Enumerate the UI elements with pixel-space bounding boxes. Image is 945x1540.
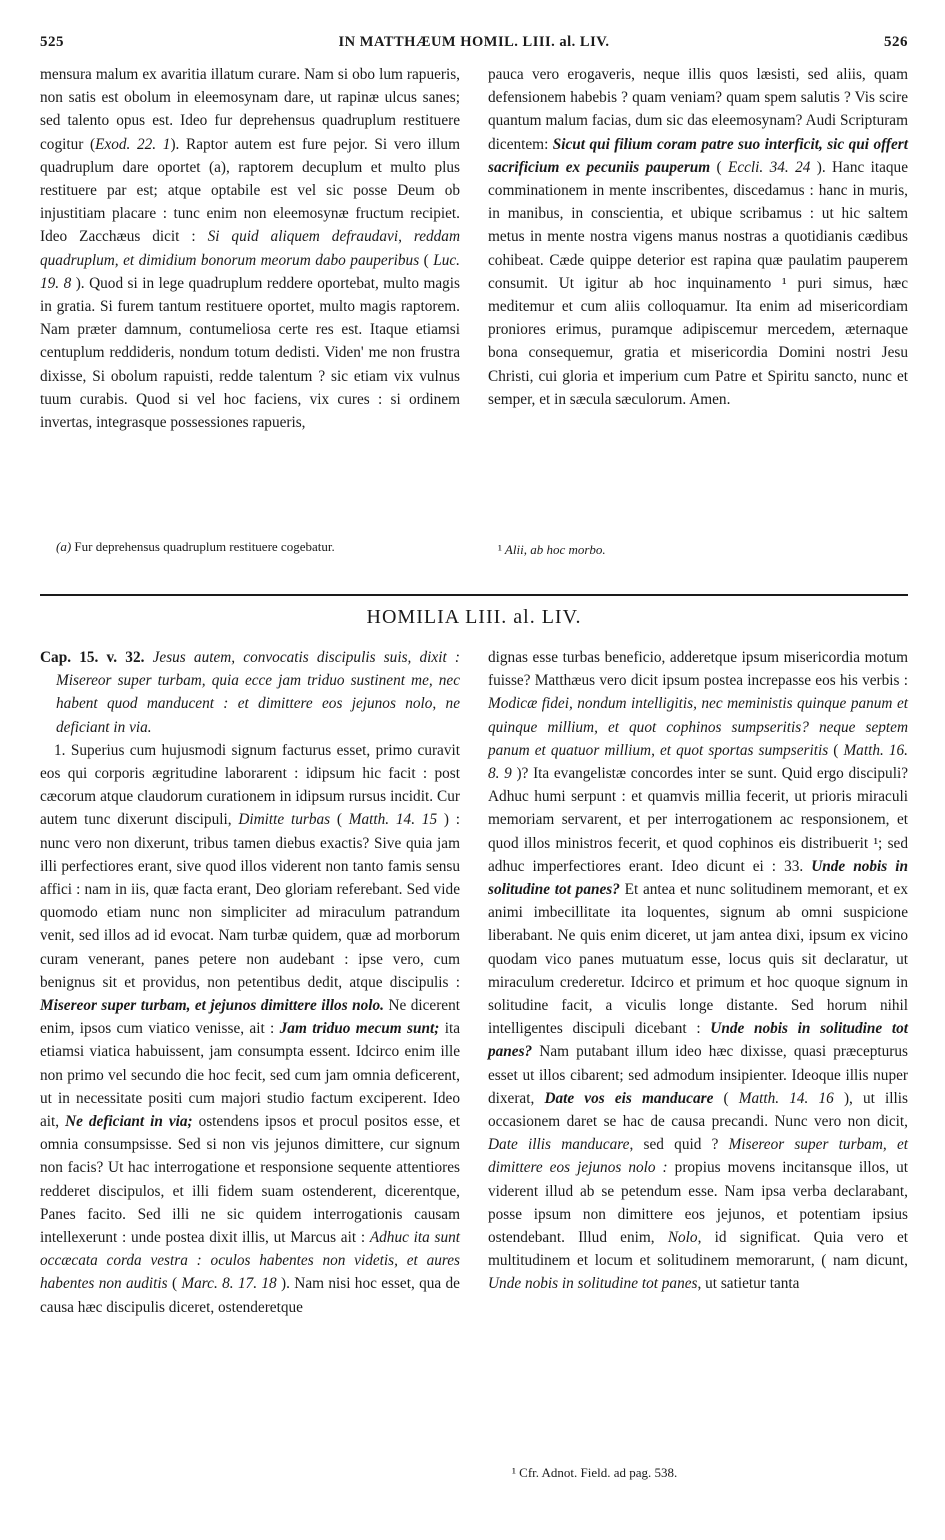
text-run: ), ut illis occasionem daret se hac de causa precandi. Nunc vero non dicit, bbox=[488, 1089, 908, 1131]
scripture-quote: Unde nobis in solitudine tot panes? bbox=[488, 1020, 908, 1061]
text-run: ). Quod si in lege quadruplum reddere oportebat, multo magis in gratia. Si furem tantum restituere oportet, multo magis raptorem. Nam præter damnum, contumeliosa certe res est. Itaque etiamsi centuplum reddideris, nondum totum dedisti. Viden' me non frustra dixisse, Si obolum rapuisti, redde talentum ? sic etiam vix vulnus tuum curabis. Quod si vel hoc faciens, vix cures : si ordinem invertas, integrasque possessiones rapueris, bbox=[40, 274, 461, 432]
text-run: Et antea et nunc solitudinem memorant, et ex animi imbecillitate ita loquentes, signum ab omni suspicione liberabant. Ne quis enim diceret, ut jam antea dixi, ipsum ex vicino quodam vico panes mutuatum esse, locus quis sit declaratur, ut miraculum crederetur. Idcirco et primum et hoc quoque signum in solitudine facit, a viculis longe distante. Sed horum nihil intelligentes discipuli dicebant : bbox=[488, 881, 908, 1038]
scripture-quote: Ne deficiant in via; bbox=[65, 1113, 193, 1131]
paragraph bbox=[40, 739, 460, 1319]
running-title: IN MATTHÆUM HOMIL. LIII. al. LIV. bbox=[338, 34, 610, 50]
bottom-left-column bbox=[40, 646, 460, 1319]
text-run: , sed quid ? bbox=[629, 1136, 729, 1154]
text-run: ( bbox=[713, 1089, 739, 1107]
text-run: ( bbox=[167, 1275, 182, 1293]
scripture-reference: Exod. 22. 1 bbox=[95, 135, 171, 153]
footnote-mark: ¹ bbox=[498, 542, 502, 557]
chapter-label: Cap. 15. v. 32. bbox=[40, 649, 153, 666]
footnote-text: Alii, ab hoc morbo. bbox=[501, 542, 606, 557]
text-run: ( bbox=[828, 741, 844, 759]
scripture-quote: Misereor super turbam, et dimittere eos jejunos nolo : bbox=[488, 1136, 908, 1177]
text-run: Ne dicerent enim, ipsos cum viatico venisse, ait : bbox=[40, 997, 460, 1038]
scripture-reference: Luc. 19. 8 bbox=[40, 251, 460, 292]
scripture-quote: Jam triduo mecum sunt; bbox=[279, 1020, 440, 1038]
homily-title: HOMILIA LIII. al. LIV. bbox=[366, 606, 582, 628]
scripture-quote: Sicut qui filium coram patre suo interficit, sic qui offert sacrificium ex pecuniis pauperum bbox=[488, 135, 909, 176]
scripture-reference: Matth. 14. 15 bbox=[348, 811, 438, 829]
text-run: )? Ita evangelistæ concordes inter se sunt. Quid ergo discipuli? Adhuc humi serpunt : et quamvis millia fecerit, ut prioris miraculi memoriam servarent, et per interrogationem ac responsionem, et quod illos ministros fecerit, et quod cophinos eis distribuerit ¹; sed adhuc imperfectiores erant. Ideo dicunt ei : 33. bbox=[488, 765, 908, 875]
chapter-heading bbox=[40, 646, 460, 739]
text-run: ) : nunc vero non dixerunt, tribus tamen diebus exactis? Sive quia jam illi perfectiores erant, sive quod illos viderent non tanto famis sensu affici : nam in iis, quæ facta erant, Deo gloriam referebant. Sed vide quomodo etiam nunc non simpliciter ad miraculum patrandum venit, sed illos ad id evocat. Nam turbæ quidem, quæ ad morborum curam venerant, panes petere non audebant : ipse vero, cum benignus sit et providus, non petentibus dedit, atque discipulis : bbox=[40, 811, 460, 991]
scripture-quote: Unde nobis in solitudine tot panes bbox=[488, 1275, 698, 1293]
paragraph bbox=[488, 646, 908, 1296]
text-run: ita etiamsi viatica habuissent, jam consumpta essent. Idcirco enim ille non primo vel secundo die hoc fecit, sed cum jam omnia deficerent, ut in necessitate positi cum majori studio factum exciperent. Ideo ait, bbox=[40, 1020, 460, 1131]
scripture-quote: Adhuc ita sunt occæcata corda vestra : oculos habentes non videtis, et aures habentes non auditis bbox=[40, 1229, 460, 1293]
scripture-quote: Unde nobis in solitudine tot panes? bbox=[488, 857, 908, 899]
text-run: ). Raptor autem est fure pejor. Si vero illum quadruplum dare oportet (a), raptorem decuplum et multo plus restituere par est; atque optabile est vel sic posse Deum ob injustitiam placare : tunc enim non eleemosynæ fructum recipiet. Ideo Zacchæus dicit : bbox=[40, 135, 460, 246]
scripture-quote: Date vos eis manducare bbox=[544, 1089, 714, 1107]
footnote-mark: (a) bbox=[56, 539, 72, 554]
paragraph bbox=[40, 63, 460, 434]
scripture-reference: Eccli. 34. 24 bbox=[728, 158, 811, 176]
text-run: mensura malum ex avaritia illatum curare. Nam si obo lum rapueris, non satis est obolum in eleemosynam dare, ut rapinæ ulcus sanes; sed talento opus est. Ideo fur deprehensus quadruplum restituere cogitur ( bbox=[40, 66, 460, 153]
scripture-reference: Matth. 16. 8. 9 bbox=[488, 741, 908, 783]
text-run: ( bbox=[419, 251, 434, 269]
text-run: ostendens ipsos et procul positos esse, et omnia consumpsisse. Sed si non vis jejunos dimittere, cur signum non facis? Ut hac interrogatione et responsione sequente attentiores redderet discipulos, et illi fidem suam ostenderent, dicerentque, Panes facito. Sed illi ne sic quidem interrogationis causam intellexerunt : unde postea dixit illis, ut Marcus ait : bbox=[40, 1113, 460, 1247]
text-run: 1. Superius cum hujusmodi signum facturus esset, primo curavit eos qui corporis ægritudine laborarent : idipsum hic facit : post cæcorum atque claudorum curationem in idipsum rursus incidit. Cur autem tunc dixerunt discipuli, bbox=[40, 741, 460, 829]
running-header bbox=[40, 34, 908, 60]
text-run: Nam putabant illum ideo hæc dixisse, quasi præcepturus esset ut illos cibarent; sed admodum insipienter. Ideoque illis nuper dixerat, bbox=[488, 1043, 908, 1107]
text-run: dignas esse turbas beneficio, adderetque ipsum misericordia motum fuisse? Matthæus vero dicit ipsum postea increpasse eos his verbis : bbox=[488, 649, 908, 690]
footnote-right bbox=[498, 541, 898, 559]
footnote-text: Fur deprehensus quadruplum restituere cogebatur. bbox=[71, 539, 335, 554]
scripture-quote: Si quid aliquem defraudavi, reddam quadruplum, et dimidium bonorum meorum dabo pauperibus bbox=[40, 228, 460, 269]
footnote-left bbox=[56, 538, 466, 556]
top-left-column bbox=[40, 63, 460, 434]
scripture-reference: Matth. 14. 16 bbox=[738, 1089, 834, 1107]
page-number-right: 526 bbox=[884, 34, 908, 50]
footnote-bottom-right: ¹ Cfr. Adnot. Field. ad pag. 538. bbox=[512, 1465, 678, 1480]
scripture-quote: Nolo bbox=[667, 1229, 698, 1247]
scripture-quote: Misereor super turbam, et jejunos dimittere illos nolo. bbox=[40, 997, 384, 1015]
bottom-right-column bbox=[488, 646, 908, 1296]
text-run: , ut satietur tanta bbox=[697, 1275, 800, 1293]
text-run: ). Hanc itaque comminationem in mente inscribentes, discedamus : hanc in muris, in manibus, in conscientia, et ubique scribamus : ut hic saltem metus in mente nostra vigens manus nostras a quotidianis cædibus cohibeat. Cæde quippe deterior est rapina quæ paulatim pauperem consumit. Ut igitur ab hoc inquinamento ¹ puri simus, hæc meditemur et cum aliis colloquamur. Ita enim ad misericordiam proniores erimus, puramque adipiscemur mercedem, æternaque bona consequemur, gratia et misericordia Domini nostri Jesu Christi, cui gloria et imperium cum Patre et Spiritu sancto, nunc et semper, et in sæcula sæculorum. Amen. bbox=[488, 158, 909, 408]
scripture-reference: Marc. 8. 17. 18 bbox=[181, 1275, 277, 1293]
text-run: propius movens incitansque illos, ut viderent illud ab se petendum esse. Nam ipsa verba declarabant, posse ipsum non dimittere eos jejunos, et potentiam ipsius ostendebant. Illud enim, bbox=[488, 1159, 908, 1247]
chapter-quote: Jesus autem, convocatis discipulis suis, dixit : Misereor super turbam, quia ecce jam triduo sustinent me, nec habent quod manducent : et dimittere eos jejunos nolo, ne deficiant in via. bbox=[56, 649, 460, 736]
text-run: ). Nam nisi hoc esset, qua de causa hæc discipulis diceret, ostenderetque bbox=[40, 1275, 460, 1316]
page-number-left: 525 bbox=[40, 34, 64, 50]
text-run: ( bbox=[710, 158, 728, 176]
scripture-quote: Date illis manducare bbox=[488, 1136, 630, 1154]
section-divider bbox=[40, 594, 908, 596]
scripture-quote: Dimitte turbas bbox=[238, 811, 331, 829]
paragraph bbox=[488, 63, 908, 411]
text-run: pauca vero erogaveris, neque illis quos læsisti, sed aliis, quam defensionem habebis ? quam veniam? quam spem salutis ? Vis scire quantum malum facias, dum sic das eleemosynam? Audi Scripturam dicentem: bbox=[488, 66, 908, 153]
text-run: , id significat. Quia vero et multitudinem et locum et solitudinem memorarunt, ( nam dicunt, bbox=[488, 1229, 909, 1270]
top-right-column bbox=[488, 63, 908, 411]
text-run: ( bbox=[330, 811, 349, 829]
scripture-quote: Modicæ fidei, nondum intelligitis, nec meministis quinque panum et quinque millium, et quot cophinos sumpseritis? neque septem panum et quatuor millium, et quot sportas sumpseritis bbox=[488, 695, 908, 759]
